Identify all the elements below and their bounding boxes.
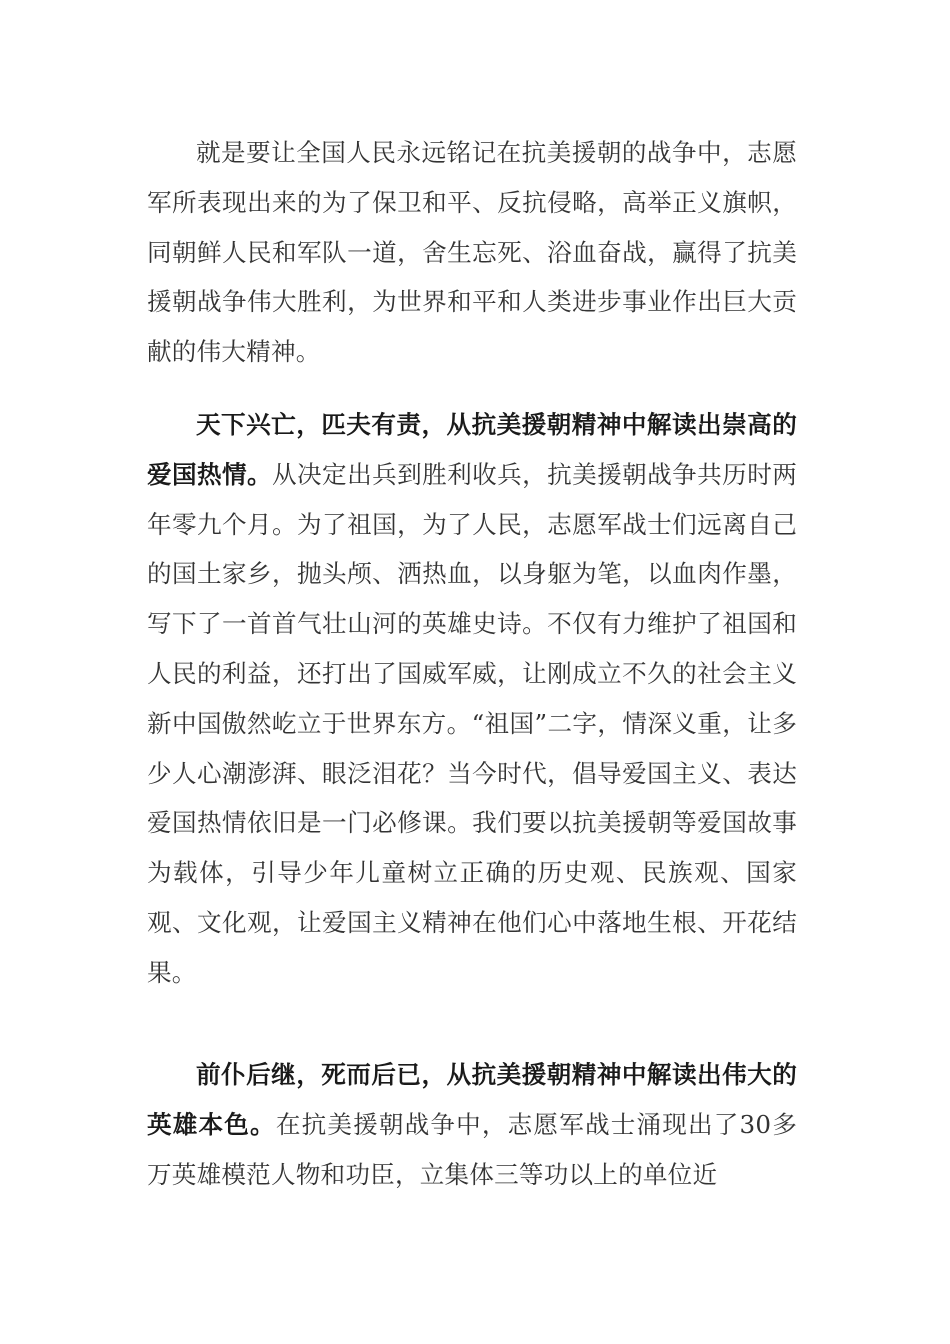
body-paragraph-1 (147, 128, 797, 377)
paragraph-text: 从决定出兵到胜利收兵，抗美援朝战争共历时两年零九个月。为了祖国，为了人民，志愿军战士们远离自己的国土家乡，抛头颅、洒热血，以身躯为笔，以血肉作墨，写下了一首首气壮山河的英雄史诗。不仅有力维护了祖国和人民的利益，还打出了国威军威，让刚成立不久的社会主义新中国傲然屹立于世界东方。“祖国”二字，情深义重，让多少人心潮澎湃、眼泛泪花？当今时代，倡导爱国主义、表达爱国热情依旧是一门必修课。我们要以抗美援朝等爱国故事为载体，引导少年儿童树立正确的历史观、民族观、国家观、文化观，让爱国主义精神在他们心中落地生根、开花结果。 (147, 459, 797, 987)
body-paragraph-2 (147, 400, 797, 998)
body-paragraph-3 (147, 1050, 797, 1199)
paragraph-text: 就是要让全国人民永远铭记在抗美援朝的战争中，志愿军所表现出来的为了保卫和平、反抗侵略，高举正义旗帜，同朝鲜人民和军队一道，舍生忘死、浴血奋战，赢得了抗美援朝战争伟大胜利，为世界和平和人类进步事业作出巨大贡献的伟大精神。 (147, 138, 797, 367)
paragraph-text: 在抗美援朝战争中，志愿军战士涌现出了30多万英雄模范人物和功臣，立集体三等功以上的单位近 (147, 1109, 797, 1189)
paragraph-lead-bold: 天下兴亡，匹夫有责，从抗美援朝精神中解读出崇高的爱国热情。 (147, 410, 797, 489)
paragraph-lead-bold: 前仆后继，死而后已，从抗美援朝精神中解读出伟大的英雄本色。 (147, 1060, 797, 1139)
